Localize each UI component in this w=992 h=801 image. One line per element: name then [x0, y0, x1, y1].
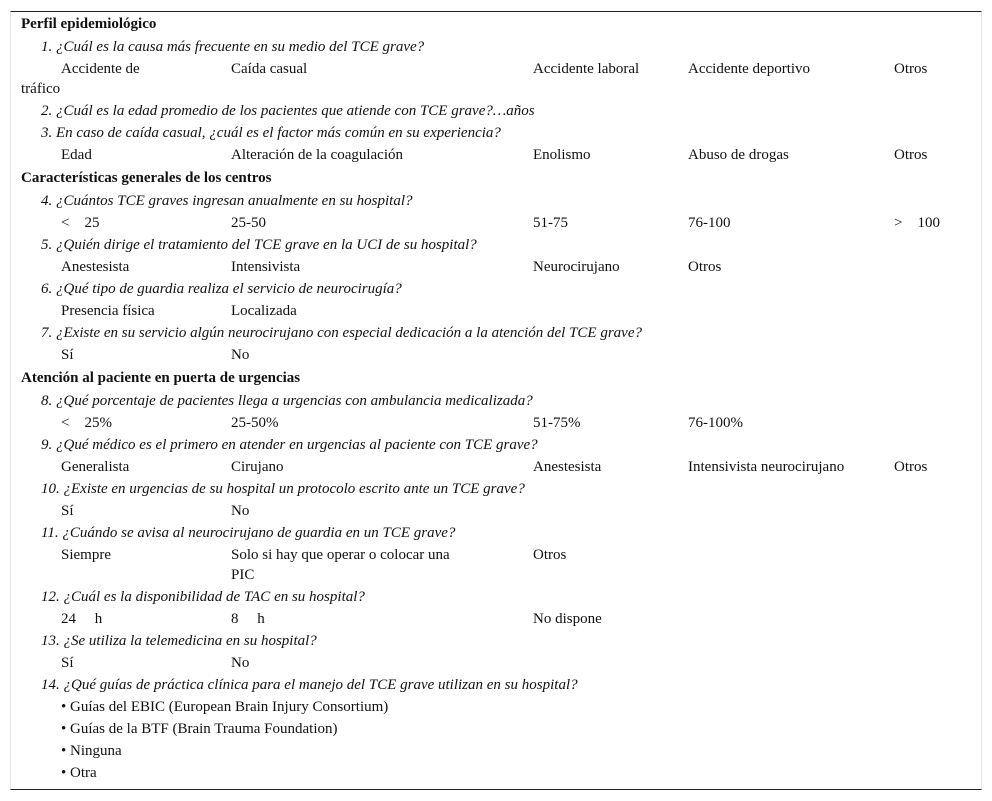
question-row — [0, 390, 992, 412]
question-9: 9. ¿Qué médico es el primero en atender en urgencias al paciente con TCE grave? — [41, 437, 538, 453]
question-4: 4. ¿Cuántos TCE graves ingresan anualmente en su hospital? — [41, 193, 413, 209]
question-6: 6. ¿Qué tipo de guardia realiza el servicio de neurocirugía? — [41, 281, 402, 297]
question-row — [0, 630, 992, 652]
question-row — [0, 234, 992, 256]
answer-option: No dispone — [533, 611, 602, 627]
answer-option: Caída casual — [231, 61, 308, 77]
answer-option: Otros — [688, 259, 722, 275]
answer-option: 8 h — [231, 611, 265, 627]
answer-row — [0, 608, 992, 630]
answer-option: 25-50 — [231, 215, 266, 231]
section-heading: Características generales de los centros — [21, 170, 272, 186]
question-row — [0, 190, 992, 212]
question-2: 2. ¿Cuál es la edad promedio de los pacientes que atiende con TCE grave?…años — [41, 103, 535, 119]
answer-option: Edad — [61, 147, 92, 163]
question-14: 14. ¿Qué guías de práctica clínica para el manejo del TCE grave utilizan en su hospital? — [41, 677, 578, 693]
question-1: 1. ¿Cuál es la causa más frecuente en su medio del TCE grave? — [41, 39, 425, 55]
answer-row — [0, 652, 992, 674]
question-7: 7. ¿Existe en su servicio algún neurocirujano con especial dedicación a la atención del TCE grave? — [41, 325, 642, 341]
answer-option: Anestesista — [533, 459, 602, 475]
answer-option: No — [231, 503, 250, 519]
answer-option: Enolismo — [533, 147, 591, 163]
answer-option: Intensivista — [231, 259, 301, 275]
answer-option: > 100 — [894, 215, 940, 231]
question-row — [0, 100, 992, 122]
answer-option: No — [231, 655, 250, 671]
answer-option: Generalista — [61, 459, 130, 475]
answer-option: Otros — [894, 61, 928, 77]
answer-option: Sí — [61, 503, 74, 519]
answer-row-wrap — [0, 78, 992, 100]
answer-option: Accidente de — [61, 61, 140, 77]
answer-row — [0, 456, 992, 478]
bullet-row — [0, 762, 992, 784]
bullet-option: • Guías del EBIC (European Brain Injury Consortium) — [61, 699, 389, 715]
answer-option: Neurocirujano — [533, 259, 620, 275]
question-row — [0, 478, 992, 500]
answer-option: 76-100% — [688, 415, 743, 431]
section-heading: Atención al paciente en puerta de urgencias — [21, 370, 301, 386]
bullet-row — [0, 696, 992, 718]
bullet-option: • Ninguna — [61, 743, 122, 759]
answer-row — [0, 144, 992, 166]
question-13: 13. ¿Se utiliza la telemedicina en su hospital? — [41, 633, 317, 649]
section-row — [0, 367, 992, 389]
answer-row — [0, 500, 992, 522]
bullet-row — [0, 740, 992, 762]
answer-option: Anestesista — [61, 259, 130, 275]
question-row — [0, 674, 992, 696]
section-row — [0, 167, 992, 189]
answer-row — [0, 544, 992, 566]
answer-row — [0, 412, 992, 434]
question-3: 3. En caso de caída casual, ¿cuál es el factor más común en su experiencia? — [41, 125, 501, 141]
answer-option: Accidente laboral — [533, 61, 640, 77]
answer-option: Intensivista neurocirujano — [688, 459, 845, 475]
bullet-option: • Otra — [61, 765, 97, 781]
answer-option: Presencia física — [61, 303, 155, 319]
answer-option: Otros — [894, 147, 928, 163]
section-heading: Perfil epidemiológico — [21, 16, 157, 32]
question-row — [0, 522, 992, 544]
question-row — [0, 278, 992, 300]
question-5: 5. ¿Quién dirige el tratamiento del TCE grave en la UCI de su hospital? — [41, 237, 477, 253]
answer-option: Localizada — [231, 303, 297, 319]
answer-row — [0, 212, 992, 234]
answer-option: Abuso de drogas — [688, 147, 789, 163]
answer-option: 25-50% — [231, 415, 279, 431]
answer-option-wrap: PIC — [231, 567, 255, 583]
answer-option: Alteración de la coagulación — [231, 147, 404, 163]
question-row — [0, 36, 992, 58]
question-row — [0, 586, 992, 608]
answer-option: Sí — [61, 655, 74, 671]
bullet-row — [0, 718, 992, 740]
answer-option-wrap: tráfico — [21, 81, 61, 97]
answer-option: Otros — [894, 459, 928, 475]
question-8: 8. ¿Qué porcentaje de pacientes llega a urgencias con ambulancia medicalizada? — [41, 393, 533, 409]
answer-option: 51-75% — [533, 415, 581, 431]
answer-option: Accidente deportivo — [688, 61, 811, 77]
answer-option: No — [231, 347, 250, 363]
answer-row — [0, 256, 992, 278]
section-row — [0, 13, 992, 35]
question-10: 10. ¿Existe en urgencias de su hospital un protocolo escrito ante un TCE grave? — [41, 481, 525, 497]
question-11: 11. ¿Cuándo se avisa al neurocirujano de guardia en un TCE grave? — [41, 525, 456, 541]
answer-row-wrap — [0, 564, 992, 586]
answer-option: Otros — [533, 547, 567, 563]
answer-option: Solo si hay que operar o colocar una — [231, 547, 450, 563]
question-row — [0, 122, 992, 144]
answer-option: < 25% — [61, 415, 112, 431]
question-row — [0, 434, 992, 456]
answer-option: 24 h — [61, 611, 103, 627]
answer-option: < 25 — [61, 215, 100, 231]
bullet-option: • Guías de la BTF (Brain Trauma Foundation) — [61, 721, 338, 737]
answer-option: 51-75 — [533, 215, 568, 231]
question-12: 12. ¿Cuál es la disponibilidad de TAC en su hospital? — [41, 589, 365, 605]
answer-row — [0, 344, 992, 366]
question-row — [0, 322, 992, 344]
answer-option: Siempre — [61, 547, 111, 563]
answer-row — [0, 58, 992, 80]
answer-option: Sí — [61, 347, 74, 363]
answer-option: 76-100 — [688, 215, 731, 231]
answer-row — [0, 300, 992, 322]
answer-option: Cirujano — [231, 459, 284, 475]
